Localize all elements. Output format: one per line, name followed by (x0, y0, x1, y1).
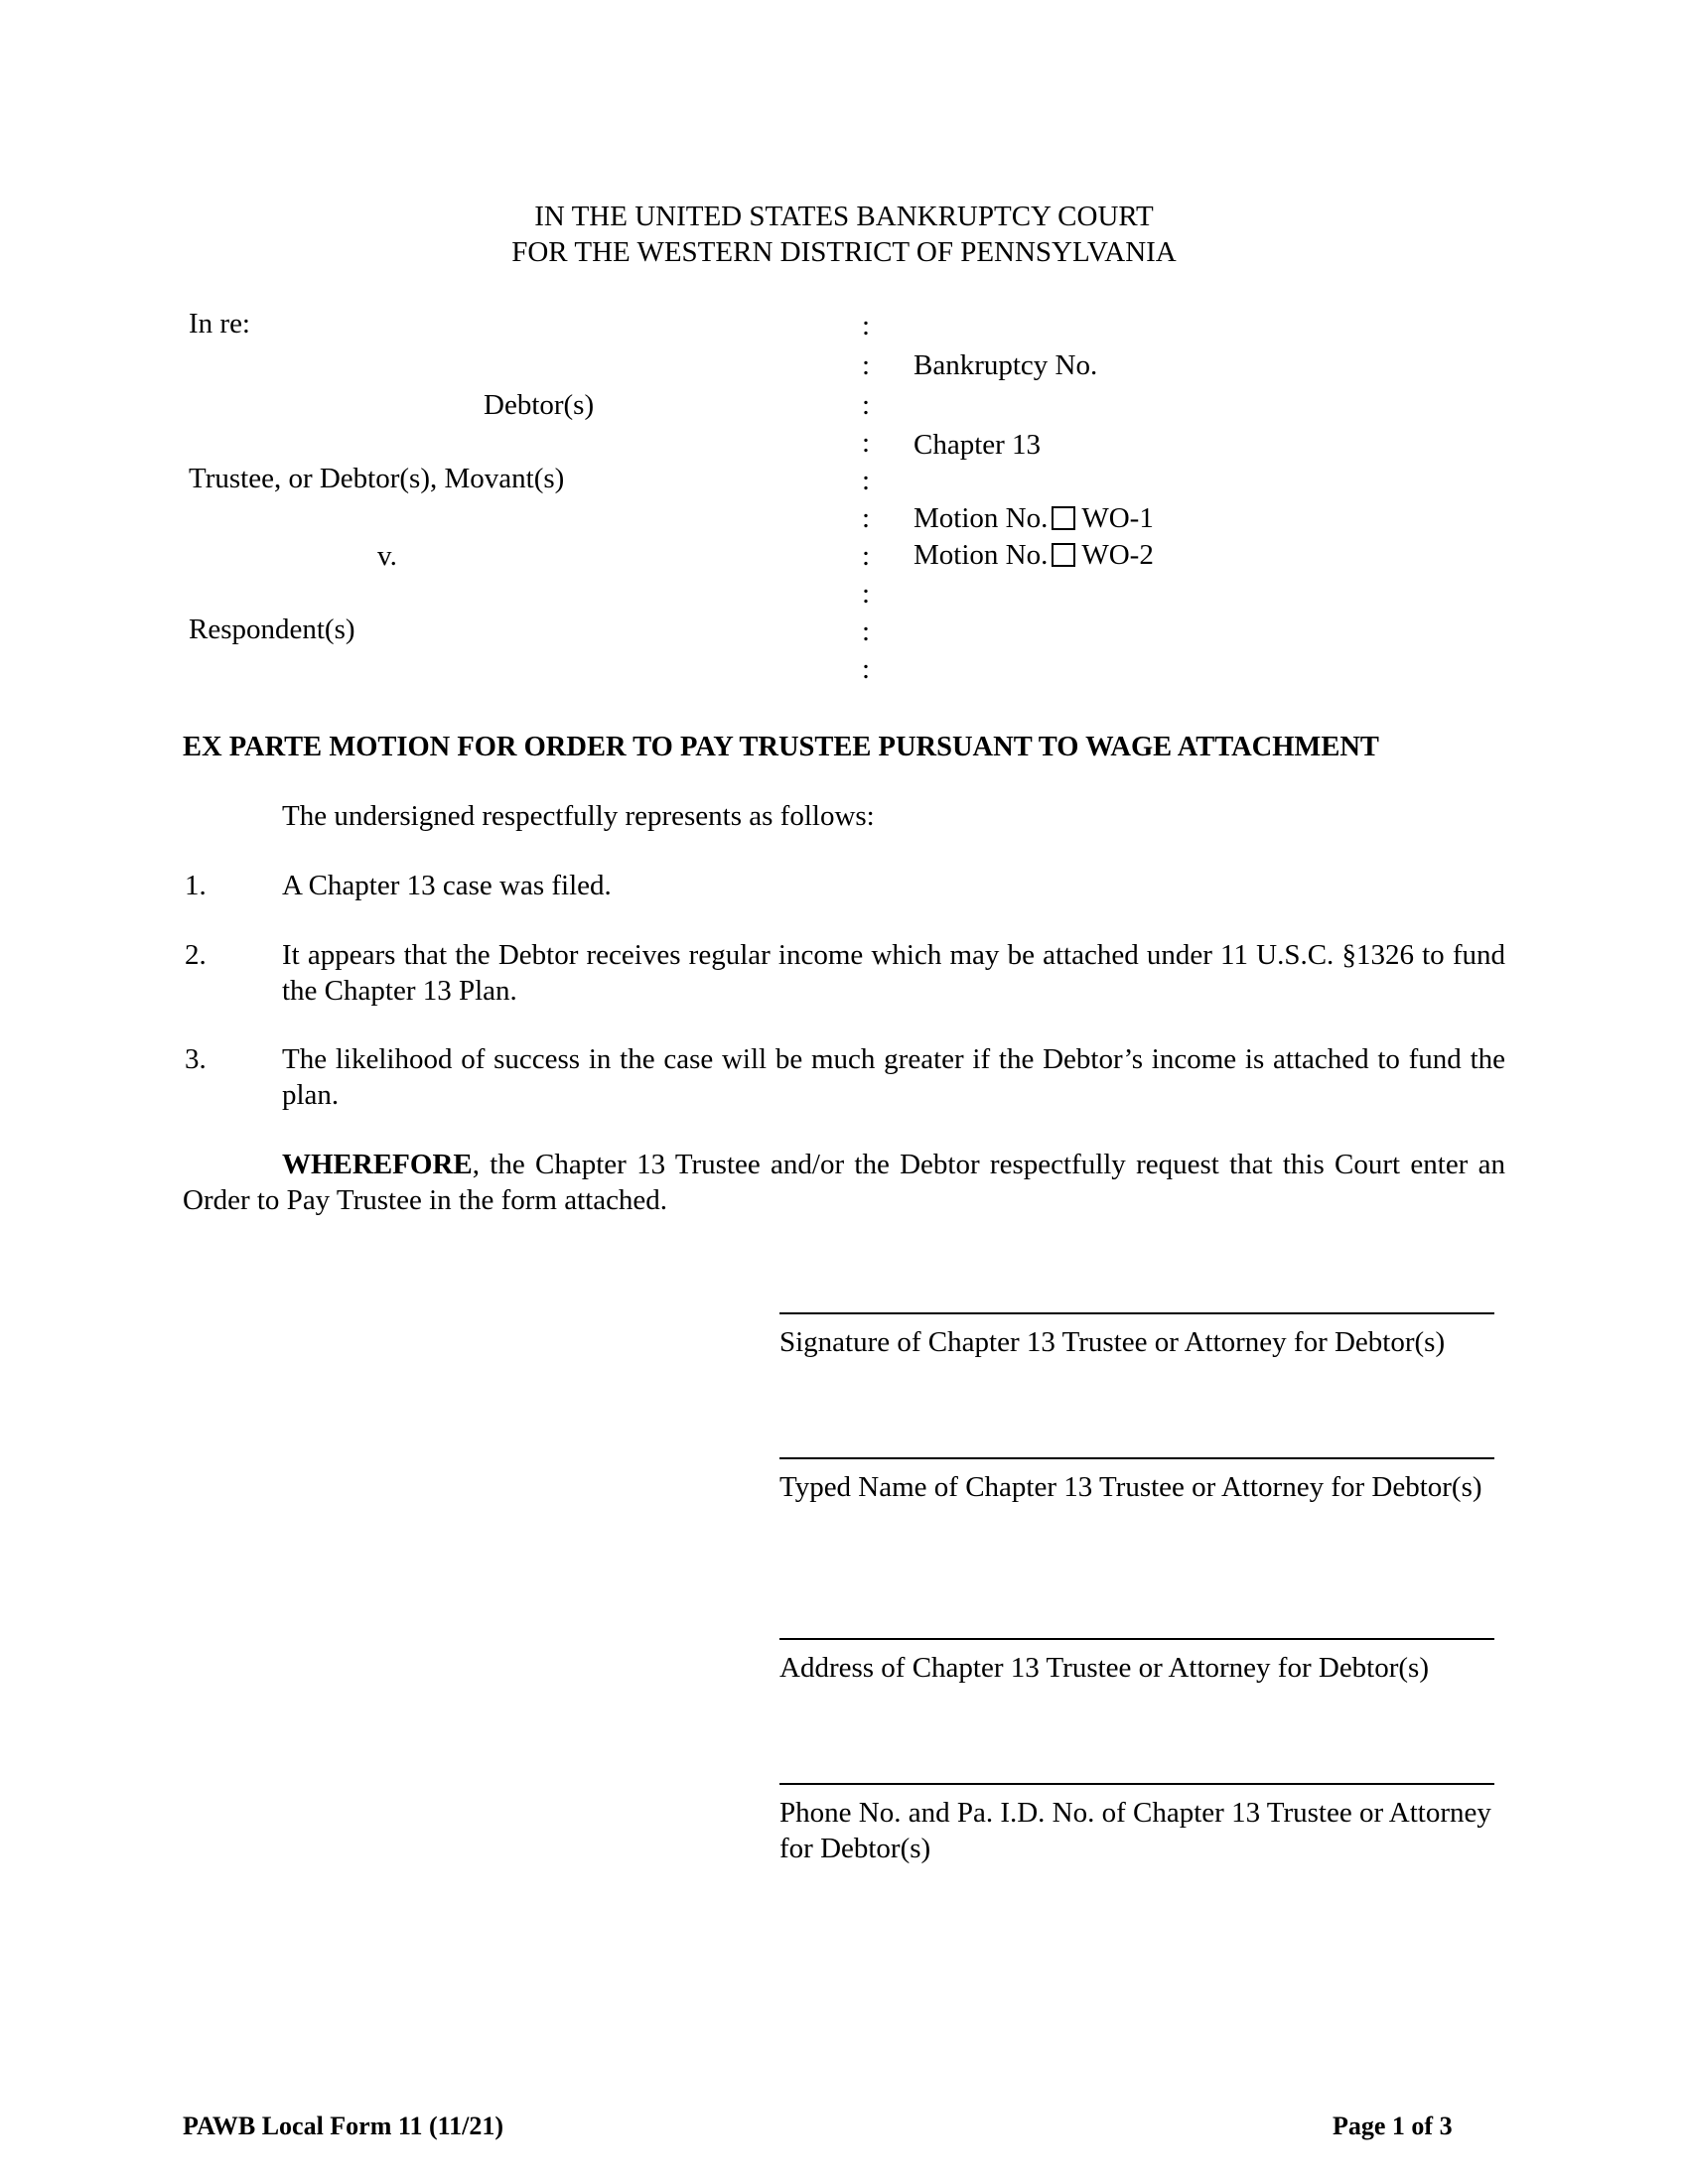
typed-name-line[interactable] (779, 1457, 1494, 1459)
caption-colon: : (862, 465, 871, 496)
motion-wo1-row (914, 500, 1154, 536)
debtor-label: Debtor(s) (484, 389, 595, 421)
address-label: Address of Chapter 13 Trustee or Attorney for Debtor(s) (779, 1652, 1430, 1684)
wo2-label: WO-2 (1081, 539, 1154, 571)
respondent-label: Respondent(s) (189, 614, 355, 645)
court-name-line1: IN THE UNITED STATES BANKRUPTCY COURT (534, 201, 1154, 232)
caption-colon: : (862, 310, 871, 341)
caption-colon: : (862, 615, 871, 647)
intro-text: The undersigned respectfully represents as follows: (282, 800, 875, 832)
wo2-checkbox[interactable] (1052, 543, 1075, 567)
caption-colon: : (862, 502, 871, 534)
caption-colon: : (862, 349, 871, 381)
wo1-label: WO-1 (1081, 502, 1154, 534)
item-text: It appears that the Debtor receives regular income which may be attached under 11 U.S.C. §1326 to fund the Chapter 13 Plan. (282, 939, 1505, 1007)
item-number: 1. (185, 870, 207, 901)
motion-number-label: Motion No. (914, 539, 1049, 571)
item-number: 3. (185, 1043, 207, 1075)
page-number: Page 1 of 3 (1333, 2112, 1453, 2140)
caption-colon: : (862, 427, 871, 459)
in-re-label: In re: (189, 308, 250, 340)
chapter-label: Chapter 13 (914, 429, 1042, 461)
item-text: The likelihood of success in the case will be much greater if the Debtor’s income is attached to fund the plan. (282, 1043, 1505, 1111)
phone-id-label: Phone No. and Pa. I.D. No. of Chapter 13 Trustee or Attorney for Debtor(s) (779, 1797, 1491, 1864)
signature-line[interactable] (779, 1312, 1494, 1314)
caption-colon: : (862, 540, 871, 572)
wherefore-keyword: WHEREFORE (282, 1149, 473, 1180)
address-line[interactable] (779, 1638, 1494, 1640)
motion-title: EX PARTE MOTION FOR ORDER TO PAY TRUSTEE PURSUANT TO WAGE ATTACHMENT (183, 732, 1379, 762)
wo1-checkbox[interactable] (1052, 506, 1075, 530)
signature-label: Signature of Chapter 13 Trustee or Attorney for Debtor(s) (779, 1326, 1446, 1358)
caption-colon: : (862, 389, 871, 421)
wherefore-text: , the Chapter 13 Trustee and/or the Debtor respectfully request that this Court enter an Order to Pay Trustee in the form attached. (183, 1149, 1505, 1216)
court-name-line2: FOR THE WESTERN DISTRICT OF PENNSYLVANIA (511, 236, 1177, 268)
motion-wo2-row (914, 537, 1154, 573)
phone-id-line[interactable] (779, 1783, 1494, 1785)
caption-colon: : (862, 578, 871, 610)
wherefore-paragraph (183, 1147, 1505, 1218)
item-number: 2. (185, 939, 207, 971)
form-identifier: PAWB Local Form 11 (11/21) (183, 2112, 504, 2140)
bankruptcy-number-label: Bankruptcy No. (914, 349, 1098, 381)
motion-number-label: Motion No. (914, 502, 1049, 534)
typed-name-label: Typed Name of Chapter 13 Trustee or Attorney for Debtor(s) (779, 1471, 1482, 1503)
caption-colon: : (862, 653, 871, 685)
movant-label: Trustee, or Debtor(s), Movant(s) (189, 463, 565, 494)
versus-label: v. (377, 540, 397, 572)
item-text: A Chapter 13 case was filed. (282, 870, 612, 901)
